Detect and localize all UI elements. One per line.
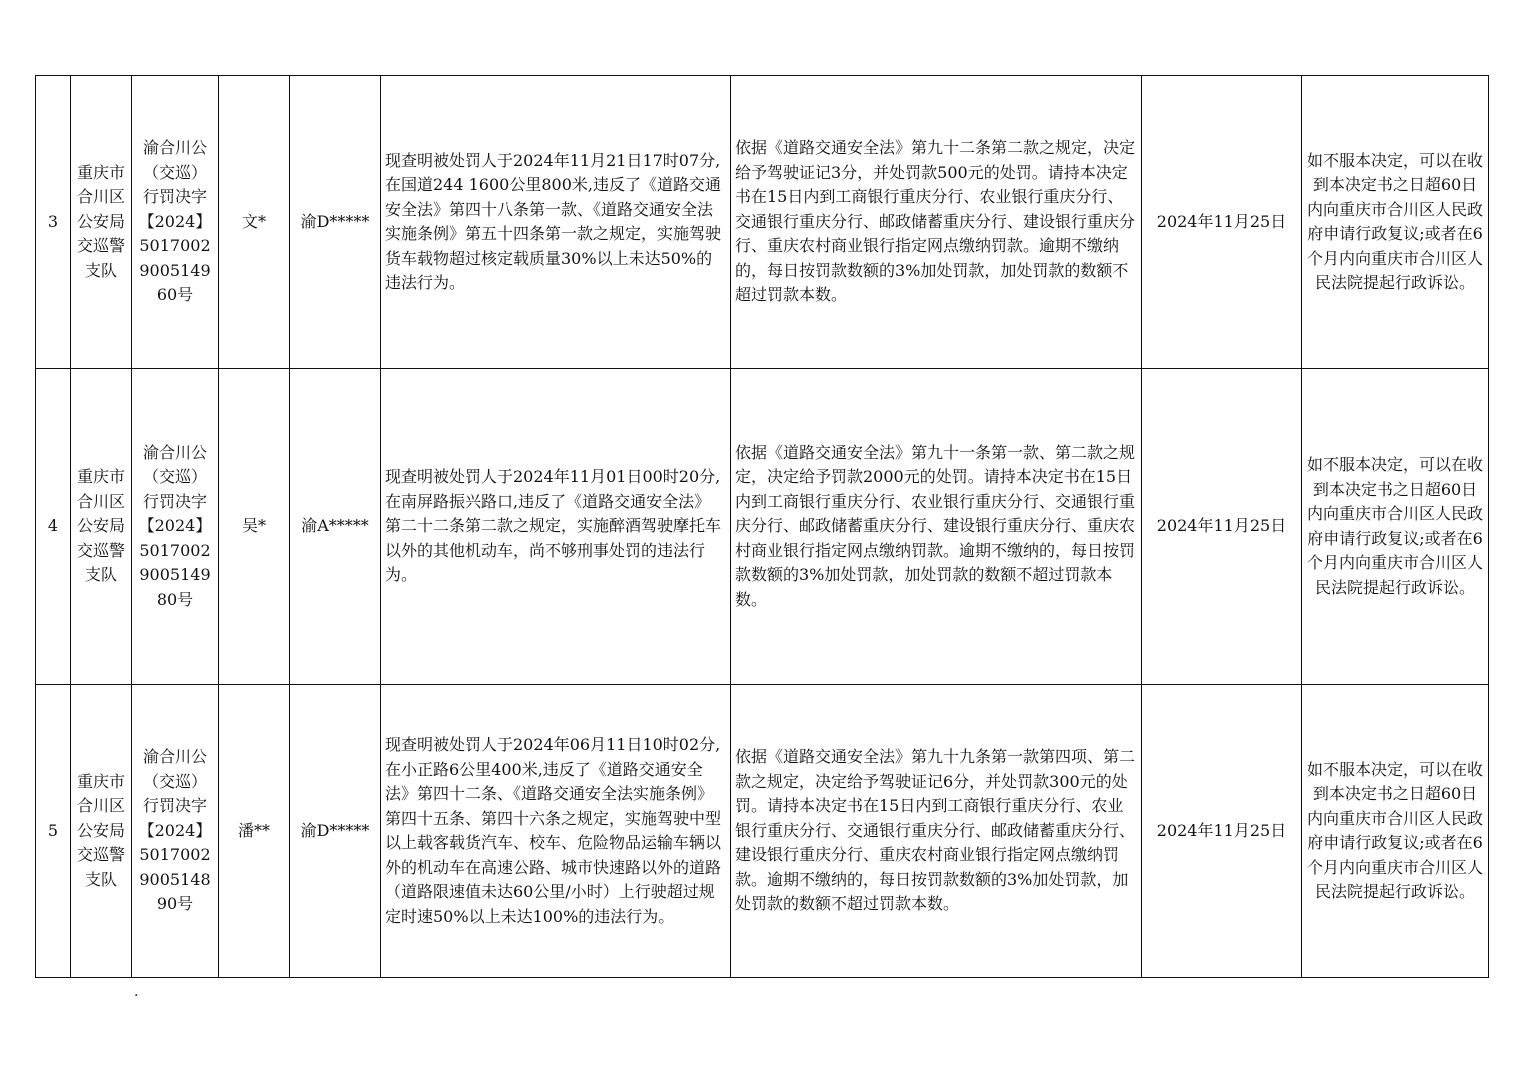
agency-cell: 重庆市合川区公安局交巡警支队 xyxy=(71,76,132,369)
table-row xyxy=(36,685,1489,978)
offender-name-cell: 文* xyxy=(219,76,290,369)
agency-cell: 重庆市合川区公安局交巡警支队 xyxy=(71,685,132,978)
remedy-cell: 如不服本决定，可以在收到本决定书之日超60日内向重庆市合川区人民政府申请行政复议;或者在6个月内向重庆市合川区人民法院提起行政诉讼。 xyxy=(1302,685,1489,978)
offender-name-cell: 吴* xyxy=(219,369,290,685)
table-row xyxy=(36,76,1489,369)
violation-facts-cell: 现查明被处罚人于2024年11月21日17时07分,在国道244 1600公里800米,违反了《道路交通安全法》第四十八条第一款、《道路交通安全法实施条例》第五十四条第一款之规定，实施驾驶货车载物超过核定载质量30%以上未达50%的违法行为。 xyxy=(381,76,731,369)
decision-date-cell: 2024年11月25日 xyxy=(1142,369,1302,685)
decision-number-cell: 渝合川公（交巡）行罚决字【2024】5017002900514960号 xyxy=(132,76,219,369)
decision-number-cell: 渝合川公（交巡）行罚决字【2024】5017002900514980号 xyxy=(132,369,219,685)
agency-cell: 重庆市合川区公安局交巡警支队 xyxy=(71,369,132,685)
row-number: 3 xyxy=(36,76,71,369)
plate-number-cell: 渝A***** xyxy=(290,369,381,685)
penalty-basis-cell: 依据《道路交通安全法》第九十九条第一款第四项、第二款之规定，决定给予驾驶证记6分，并处罚款300元的处罚。请持本决定书在15日内到工商银行重庆分行、农业银行重庆分行、交通银行重庆分行、邮政储蓄重庆分行、建设银行重庆分行、重庆农村商业银行指定网点缴纳罚款。逾期不缴纳的，每日按罚款数额的3%加处罚款，加处罚款的数额不超过罚款本数。 xyxy=(731,685,1142,978)
plate-number-cell: 渝D***** xyxy=(290,685,381,978)
offender-name-cell: 潘** xyxy=(219,685,290,978)
decision-date-cell: 2024年11月25日 xyxy=(1142,685,1302,978)
penalty-decision-table xyxy=(35,75,1489,978)
row-number: 4 xyxy=(36,369,71,685)
remedy-cell: 如不服本决定，可以在收到本决定书之日超60日内向重庆市合川区人民政府申请行政复议;或者在6个月内向重庆市合川区人民法院提起行政诉讼。 xyxy=(1302,76,1489,369)
remedy-cell: 如不服本决定，可以在收到本决定书之日超60日内向重庆市合川区人民政府申请行政复议;或者在6个月内向重庆市合川区人民法院提起行政诉讼。 xyxy=(1302,369,1489,685)
decision-date-cell: 2024年11月25日 xyxy=(1142,76,1302,369)
decision-number-cell: 渝合川公（交巡）行罚决字【2024】5017002900514890号 xyxy=(132,685,219,978)
table-row xyxy=(36,369,1489,685)
footer-dot: . xyxy=(134,984,139,1000)
penalty-basis-cell: 依据《道路交通安全法》第九十二条第二款之规定，决定给予驾驶证记3分，并处罚款500元的处罚。请持本决定书在15日内到工商银行重庆分行、农业银行重庆分行、交通银行重庆分行、邮政储蓄重庆分行、建设银行重庆分行、重庆农村商业银行指定网点缴纳罚款。逾期不缴纳的，每日按罚款数额的3%加处罚款，加处罚款的数额不超过罚款本数。 xyxy=(731,76,1142,369)
violation-facts-cell: 现查明被处罚人于2024年06月11日10时02分,在小正路6公里400米,违反了《道路交通安全法》第四十二条、《道路交通安全法实施条例》第四十五条、第四十六条之规定，实施驾驶中型以上载客载货汽车、校车、危险物品运输车辆以外的机动车在高速公路、城市快速路以外的道路（道路限速值未达60公里/小时）上行驶超过规定时速50%以上未达100%的违法行为。 xyxy=(381,685,731,978)
plate-number-cell: 渝D***** xyxy=(290,76,381,369)
violation-facts-cell: 现查明被处罚人于2024年11月01日00时20分,在南屏路振兴路口,违反了《道路交通安全法》第二十二条第二款之规定，实施醉酒驾驶摩托车以外的其他机动车，尚不够刑事处罚的违法行为。 xyxy=(381,369,731,685)
row-number: 5 xyxy=(36,685,71,978)
penalty-basis-cell: 依据《道路交通安全法》第九十一条第一款、第二款之规定，决定给予罚款2000元的处罚。请持本决定书在15日内到工商银行重庆分行、农业银行重庆分行、交通银行重庆分行、邮政储蓄重庆分行、建设银行重庆分行、重庆农村商业银行指定网点缴纳罚款。逾期不缴纳的，每日按罚款数额的3%加处罚款，加处罚款的数额不超过罚款本数。 xyxy=(731,369,1142,685)
